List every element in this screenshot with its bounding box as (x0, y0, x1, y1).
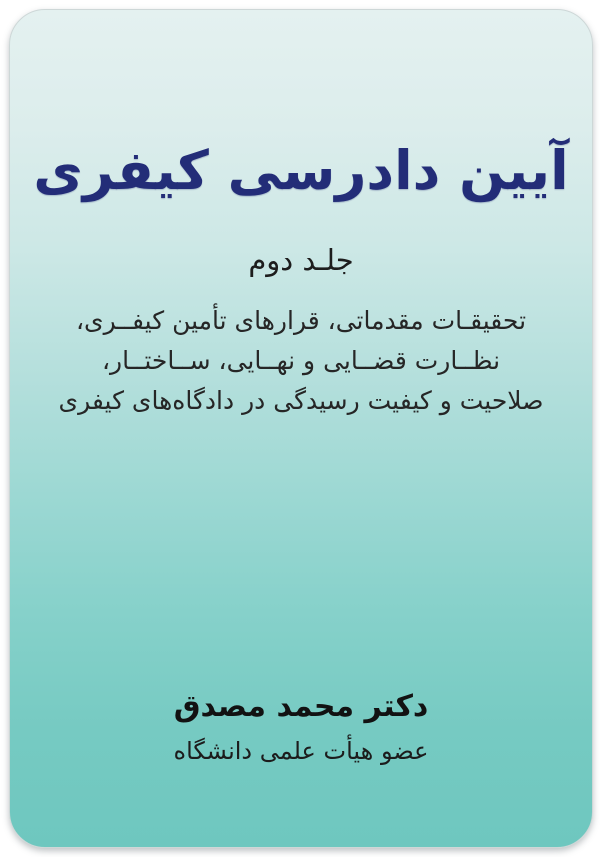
book-title: آیین دادرسی کیفری (33, 139, 569, 202)
subtitle-line-1: تحقیقـات مقدماتی، قرارهای تأمین کیفــری، (75, 306, 527, 335)
subtitle-line-2: نظــارت قضــایی و نهــایی، ســاختــار، (101, 346, 501, 375)
volume-label: جلـد دوم (248, 243, 354, 277)
subtitle-line-3: صلاحیت و کیفیت رسیدگی در دادگاه‌های کیفری (58, 386, 544, 415)
subtitle-block (10, 301, 592, 421)
author-affiliation: عضو هیأت علمی دانشگاه (173, 737, 429, 765)
book-cover-card (9, 9, 593, 848)
author-name: دکتر محمد مصدق (173, 689, 429, 724)
